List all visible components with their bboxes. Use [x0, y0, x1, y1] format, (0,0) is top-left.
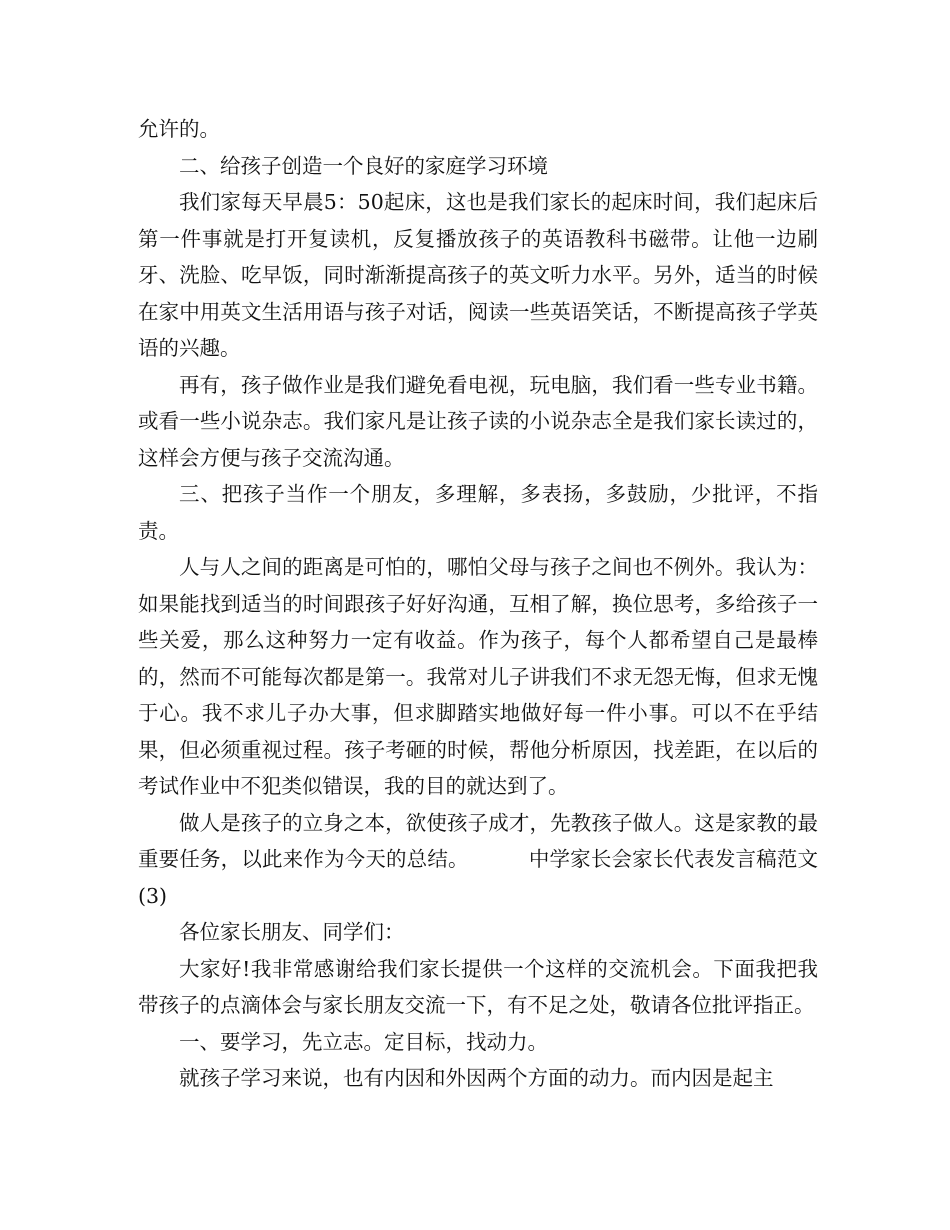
section-heading: 二、给孩子创造一个良好的家庭学习环境	[179, 153, 548, 178]
paragraph: 大家好!我非常感谢给我们家长提供一个这样的交流机会。下面我把我带孩子的点滴体会与家长朋友交流一下，有不足之处，敬请各位批评指正。	[138, 956, 818, 1017]
article-title: 中学家长会家长代表发言稿范文(3)	[138, 847, 819, 908]
summary-paragraph	[138, 805, 818, 915]
paragraph: 人与人之间的距离是可怕的，哪怕父母与孩子之间也不例外。我认为：如果能找到适当的时间跟孩子好好沟通，互相了解，换位思考，多给孩子一些关爱，那么这种努力一定有收益。作为孩子，每个人都希望自己是最棒的，然而不可能每次都是第一。我常对儿子讲我们不求无怨无悔，但求无愧于心。我不求儿子办大事，但求脚踏实地做好每一件小事。可以不在乎结果，但必须重视过程。孩子考砸的时候，帮他分析原因，找差距，在以后的考试作业中不犯类似错误，我的目的就达到了。	[138, 555, 818, 798]
paragraph: 就孩子学习来说，也有内因和外因两个方面的动力。而内因是起主	[179, 1066, 774, 1090]
section-heading: 三、把孩子当作一个朋友，多理解，多表扬，多鼓励，少批评，不指责。	[138, 482, 818, 543]
paragraph: 我们家每天早晨5：50起床，这也是我们家长的起床时间，我们起床后第一件事就是打开复读机，反复播放孩子的英语教科书磁带。让他一边刷牙、洗脸、吃早饭，同时渐渐提高孩子的英文听力水平。另外，适当的时候在家中用英文生活用语与孩子对话，阅读一些英语笑话，不断提高孩子学英语的兴趣。	[138, 190, 818, 360]
summary-text: 做人是孩子的立身之本，欲使孩子成才，先教孩子做人。这是家教的最重要任务，以此来作为今天的总结。	[138, 810, 818, 871]
paragraph: 允许的。	[138, 117, 220, 141]
salutation: 各位家长朋友、同学们：	[179, 920, 405, 944]
section-heading: 一、要学习，先立志。定目标，找动力。	[179, 1029, 548, 1054]
paragraph: 再有，孩子做作业是我们避免看电视，玩电脑，我们看一些专业书籍。或看一些小说杂志。我们家凡是让孩子读的小说杂志全是我们家长读过的，这样会方便与孩子交流沟通。	[138, 372, 818, 470]
document-body	[138, 111, 818, 1097]
